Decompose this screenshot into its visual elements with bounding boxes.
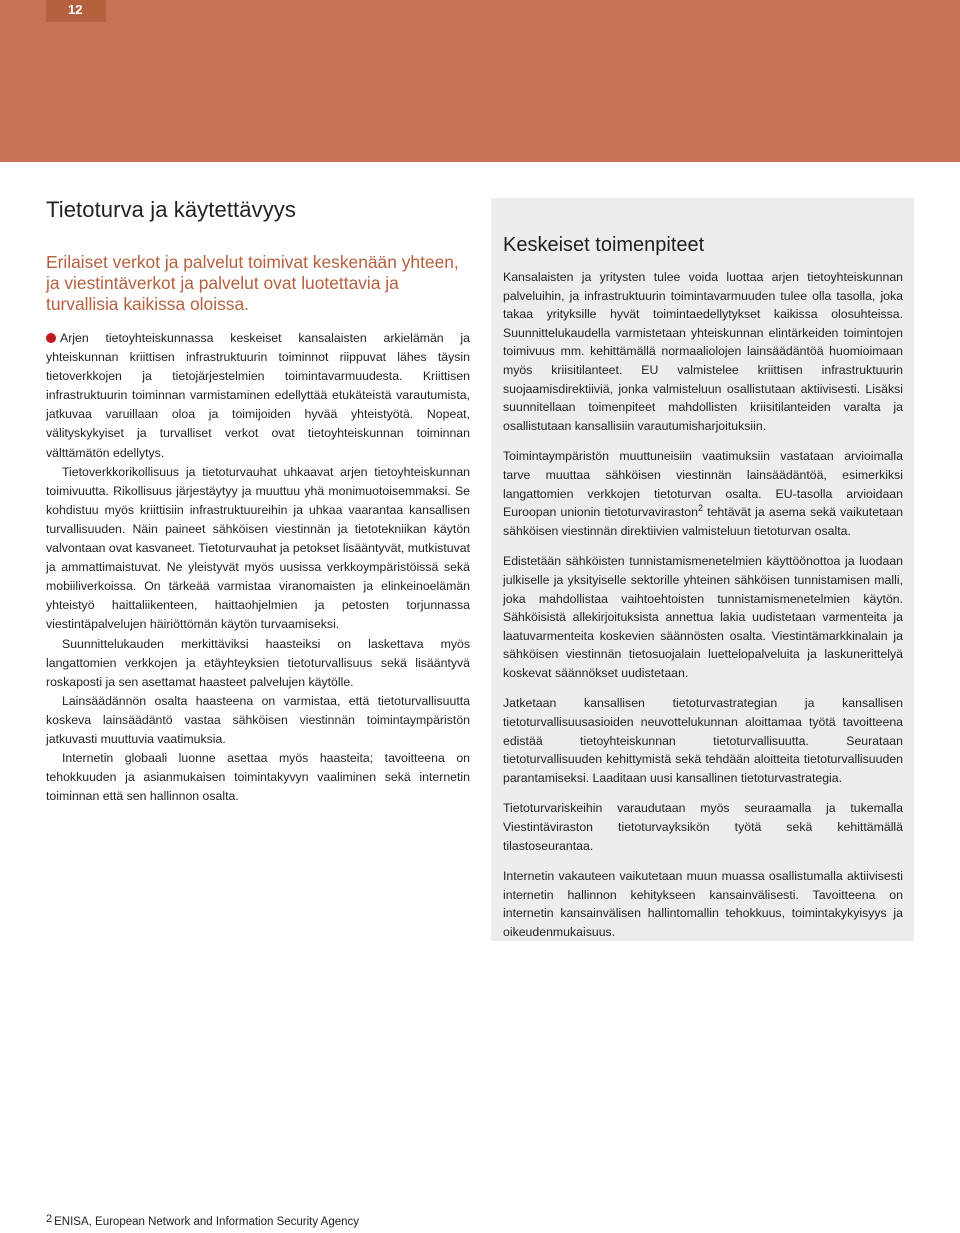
sidebar-paragraph-5: Tietoturvariskeihin varaudutaan myös seuraamalla ja tukemalla Viestintäviraston tietoturvayksikön työtä sekä kehittämällä tilastoseurantaa. <box>503 801 903 853</box>
body-paragraph-1 <box>46 329 470 463</box>
body-paragraph-3: Suunnittelukauden merkittäviksi haasteiksi on laskettava myös langattomien verkkojen ja etäyhteyksien tietoturvallisuus sekä lisääntyvä roskaposti ja sen asettamat haasteet palvelujen käytölle. <box>46 636 470 689</box>
body-paragraph-1-text: Arjen tietoyhteiskunnassa keskeiset kansalaisten arkielämän ja yhteiskunnan kriittisen infrastruktuurin toiminnot riippuvat lähes täysin tietoverkkojen ja tietojärjestelmien toimintavarmuudesta. Kriittisen infrastruktuurin toiminnan varmistaminen edellyttää etukäteistä varautumista, jatkuvaa varuillaan oloa ja toimijoiden hyvää yhteistyötä. Nopeat, välityskykyiset ja turvalliset verkot ovat tietoyhteiskunnan toiminnan välttämätön edellytys. <box>46 331 470 460</box>
main-column <box>46 197 470 806</box>
bullet-dot-icon <box>46 333 56 343</box>
section-title: Tietoturva ja käytettävyys <box>46 197 296 222</box>
body-paragraph-4: Lainsäädännön osalta haasteena on varmistaa, että tietoturvallisuutta koskeva lainsäädäntö vastaa sähköisen viestinnän toimintaympäristön jatkuvasti muuttuvia vaatimuksia. <box>46 693 470 746</box>
sidebar-paragraph-6: Internetin vakauteen vaikutetaan muun muassa osallistumalla aktiivisesti internetin hallinnon kehitykseen kansainvälisesti. Tavoitteena on internetin kansainvälisen hallintomallin tehokkuus, toimintakykyisyys ja oikeudenmukaisuus. <box>503 869 903 939</box>
footnote-number: 2 <box>46 1213 53 1225</box>
sidebar-paragraph-1: Kansalaisten ja yritysten tulee voida luottaa arjen tietoyhteiskunnan palveluihin, ja infrastruktuurin toimintavarmuuden tulee olla tasolla, joka takaa yrityksille hyvät toimintaedellytykset kaikissa olosuhteissa. Suunnittelukaudella varmistetaan yhteiskunnan elintärkeiden toimintojen toimivuus mm. kehittämällä normaaliolojen lainsäädäntöä huomioimaan myös kriisitilanteet. EU valmistelee kriittisen infrastruktuurin suojaamisdirektiiviä, jonka valmisteluun osallistutaan aktiivisesti. Lisäksi suunnitellaan toimenpiteet mahdollisten kriisitilanteiden varalta ja osallistutaan kansallisiin varautumisharjoituksiin. <box>503 270 903 433</box>
sidebar-paragraph-3: Edistetään sähköisten tunnistamismenetelmien käyttöönottoa ja luodaan julkiselle ja yksityiselle sektorille yhteinen sähköisen tunnistamisen malli, joka mahdollistaa vaihtoehtoisten tunnistamismenetelmien käytön. Sähköisistä allekirjoituksista annettua lakia uudistetaan varmenteita ja laatuvarmenteita koskevien säännösten osalta. Viestintämarkkinalain ja sähköisen viestinnän tietosuojalain luettelopalveluita ja laskunerittelyä koskevat säännökset uudistetaan. <box>503 554 903 680</box>
footnote-text: ENISA, European Network and Information Security Agency <box>54 1216 360 1228</box>
sidebar-paragraph-4: Jatketaan kansallisen tietoturvastrategian ja kansallisen tietoturvallisuusasioiden neuvottelukunnan aloittamaa työtä tavoitteena edistää tietoyhteiskunnan tietoturvallisuutta. Seurataan tietoturvallisuuden kehittymistä sekä tehdään aloitteita tietoturvallisuuden parantamiseksi. Laaditaan uusi kansallinen tietoturvastrategia. <box>503 696 903 785</box>
key-actions-sidebar <box>491 198 914 941</box>
sidebar-title: Keskeiset toimenpiteet <box>503 234 705 256</box>
sidebar-paragraph-2 <box>503 447 903 540</box>
footnote <box>46 1213 360 1228</box>
sidebar-paragraph-2-end: tehtävät ja asema sekä vaikutetaan sähköisen viestinnän direktiivien valmisteluun tietoturvan osalta. <box>503 505 903 538</box>
sidebar-paragraph-2-start: Toimintaympäristön muuttuneisiin vaatimuksiin vastataan arvioimalla tarve muuttaa sähköisen viestinnän lainsäädäntöä, esimerkiksi langattomien verkkojen tietoturvan osalta. EU-tasolla arvioidaan Euroopan unionin tietoturvaviraston <box>503 449 903 520</box>
page-number: 12 <box>68 2 83 17</box>
lead-paragraph: Erilaiset verkot ja palvelut toimivat keskenään yhteen, ja viestintäverkot ja palvelut ovat luotettavia ja turvallisia kaikissa oloissa. <box>46 252 459 314</box>
footnote-ref: 2 <box>697 503 703 514</box>
header-band <box>0 0 960 162</box>
body-paragraph-2: Tietoverkkorikollisuus ja tietoturvauhat uhkaavat arjen tietoyhteiskunnan toimivuutta. Rikollisuus järjestäytyy ja muuttuu yhä monimuotoisemmaksi. Se kohdistuu myös kriittisiin infrastruktuureihin ja uhkaa vaarantaa kansallisen turvallisuuden. Näin paineet sähköisen viestinnän ja tietotekniikan käytön valvontaan ovat kasvaneet. Tietoturvauhat ja petokset lisääntyvät, mutkistuvat ja ammattimaistuvat. Ne yleistyvät myös uusissa verkkoympäristöissä sekä mobiiliverkoissa. On tärkeää varmistaa viranomaisten ja elinkeinoelämän yhteistyö haittaliikenteen, haittaohjelmien ja petosten torjunnassa viestintäpalvelujen häiriöttömän käytön turvaamiseksi. <box>46 464 470 632</box>
body-paragraph-5: Internetin globaali luonne asettaa myös haasteita; tavoitteena on tehokkuuden ja asianmukaisen toimintakyvyn vaaliminen sekä internetin toiminnan että sen hallinnon osalta. <box>46 751 470 804</box>
